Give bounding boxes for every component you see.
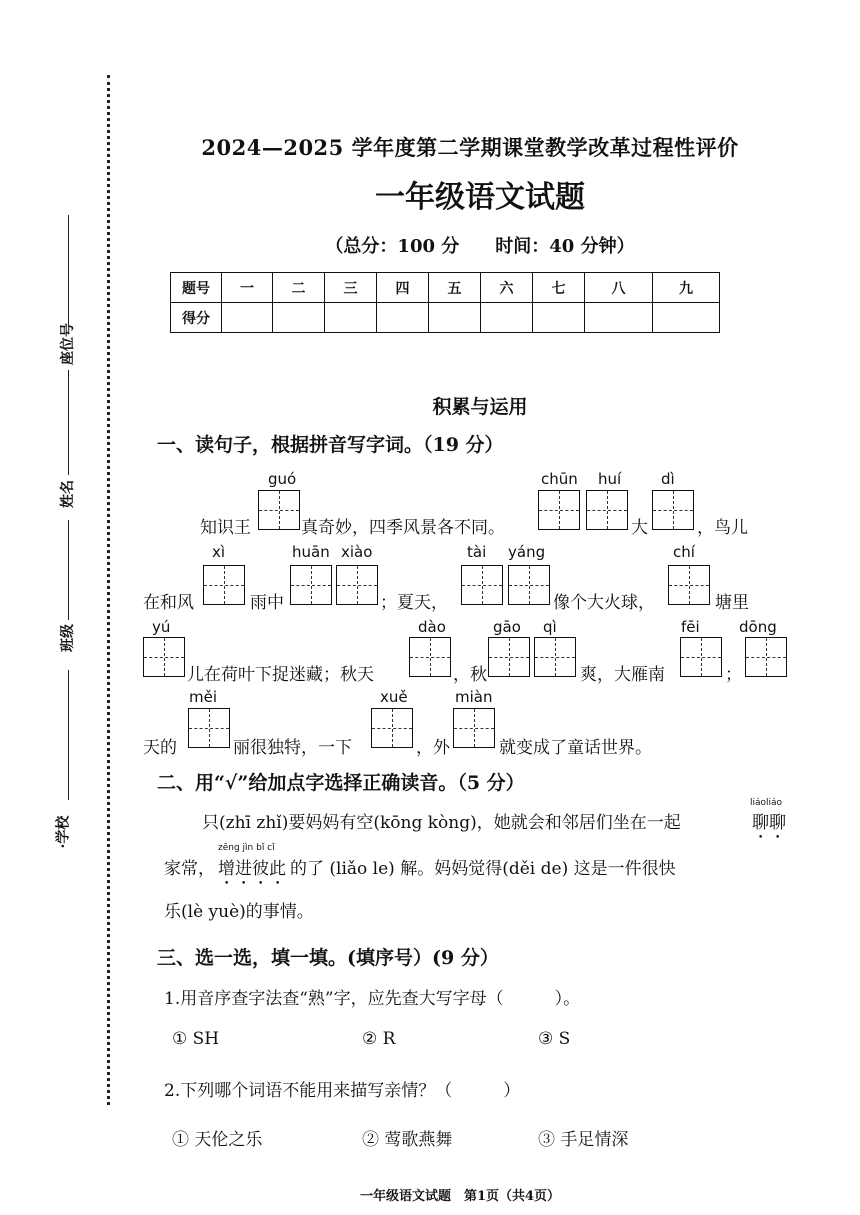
writing-box[interactable]: [652, 490, 694, 530]
writing-box[interactable]: [336, 565, 378, 605]
row-label: 题号: [171, 273, 222, 303]
subject-title: 一年级语文试题: [375, 180, 585, 215]
class-line: [68, 520, 69, 620]
q2-dotted-word: 聊聊: [752, 813, 786, 833]
writing-box[interactable]: [488, 637, 530, 677]
sentence-text: 儿在荷叶下捉迷藏；秋天: [187, 665, 374, 685]
q3-s1-option[interactable]: ① SH: [172, 1029, 220, 1049]
q3-s1-option[interactable]: ② R: [362, 1029, 396, 1049]
writing-box[interactable]: [258, 490, 300, 530]
pinyin: xì: [212, 543, 226, 561]
sentence-text: 塘里: [715, 593, 749, 613]
writing-box[interactable]: [143, 637, 185, 677]
score-cell[interactable]: [377, 303, 429, 333]
pinyin: huí: [598, 470, 622, 488]
writing-box[interactable]: [508, 565, 550, 605]
q2-line2a: 家常，: [164, 859, 215, 879]
col-header: 一: [222, 273, 273, 303]
exam-meta: （总分：100 分 时间：40 分钟）: [325, 236, 635, 257]
sentence-text: 就变成了童话世界。: [499, 738, 652, 758]
school-label: ·学校: [55, 815, 72, 849]
pinyin: chūn: [541, 470, 578, 488]
pinyin: liáoliáo: [750, 798, 783, 808]
score-table: [170, 272, 720, 333]
q3-s2-option[interactable]: ③ 手足情深: [538, 1130, 629, 1150]
sentence-text: 爽，大雁南: [580, 665, 665, 685]
pinyin: dì: [661, 470, 675, 488]
class-label: 班级: [60, 624, 76, 652]
score-cell[interactable]: [533, 303, 585, 333]
exam-title: 2024—2025 学年度第二学期课堂教学改革过程性评价: [201, 135, 739, 160]
page-footer: 一年级语文试题 第1页（共4页）: [359, 1189, 561, 1204]
score-cell[interactable]: [273, 303, 325, 333]
q3-s1-option[interactable]: ③ S: [538, 1029, 571, 1049]
sentence-text: 知识王: [200, 518, 251, 538]
seat-label: 座位号: [60, 323, 76, 365]
writing-box[interactable]: [668, 565, 710, 605]
q2-dotted-word: 增进彼此: [218, 859, 286, 879]
writing-box[interactable]: [745, 637, 787, 677]
q3-title: 三、选一选，填一填。(填序号）(9 分）: [157, 947, 499, 969]
sentence-text: ，外: [416, 738, 450, 758]
pinyin: měi: [189, 688, 218, 706]
writing-box[interactable]: [409, 637, 451, 677]
sentence-text: 像个大火球，: [553, 593, 655, 613]
col-header: 八: [585, 273, 653, 303]
q2-title: 二、用“√”给加点字选择正确读音。（5 分）: [157, 772, 525, 794]
sentence-text: 丽很独特，一下: [233, 738, 352, 758]
col-header: 九: [653, 273, 720, 303]
q3-s1: 1.用音序查字法查“熟”字，应先查大写字母（ ）。: [164, 989, 581, 1009]
writing-box[interactable]: [188, 708, 230, 748]
pinyin: xiào: [341, 543, 373, 561]
q2-line2c: 的了 (liǎo le) 解。妈妈觉得(děi de) 这是一件很快: [290, 859, 676, 879]
writing-box[interactable]: [461, 565, 503, 605]
col-header: 六: [481, 273, 533, 303]
writing-box[interactable]: [453, 708, 495, 748]
school-line: [68, 670, 69, 800]
pinyin: gāo: [493, 618, 521, 636]
col-header: 五: [429, 273, 481, 303]
score-cell[interactable]: [481, 303, 533, 333]
writing-box[interactable]: [538, 490, 580, 530]
q3-s2-option[interactable]: ② 莺歌燕舞: [362, 1130, 453, 1150]
pinyin: dōng: [739, 618, 777, 636]
sentence-text: 大: [631, 518, 648, 538]
col-header: 二: [273, 273, 325, 303]
sentence-text: ，鸟儿: [697, 518, 748, 538]
writing-box[interactable]: [290, 565, 332, 605]
writing-box[interactable]: [203, 565, 245, 605]
sentence-text: 天的: [143, 738, 177, 758]
section-title: 积累与运用: [432, 396, 528, 418]
q2-line3: 乐(lè yuè)的事情。: [164, 902, 314, 922]
pinyin: dào: [418, 618, 446, 636]
pinyin: miàn: [455, 688, 493, 706]
writing-box[interactable]: [680, 637, 722, 677]
pinyin: chí: [673, 543, 695, 561]
name-label: 姓名: [60, 480, 76, 508]
writing-box[interactable]: [371, 708, 413, 748]
score-cell[interactable]: [653, 303, 720, 333]
table-row: [171, 273, 720, 303]
col-header: 七: [533, 273, 585, 303]
q1-title: 一、读句子，根据拼音写字词。（19 分）: [157, 434, 504, 456]
pinyin: qì: [543, 618, 557, 636]
col-header: 三: [325, 273, 377, 303]
pinyin: zēng jìn bǐ cǐ: [218, 843, 275, 853]
pinyin: fēi: [681, 618, 700, 636]
q2-line1: 只(zhī zhǐ)要妈妈有空(kōng kòng)，她就会和邻居们坐在一起: [202, 813, 681, 833]
pinyin: huān: [292, 543, 330, 561]
score-cell[interactable]: [222, 303, 273, 333]
binding-dotted-line: [107, 75, 110, 1105]
sentence-text: ，秋: [453, 665, 487, 685]
name-line: [68, 370, 69, 475]
score-cell[interactable]: [585, 303, 653, 333]
score-cell[interactable]: [429, 303, 481, 333]
score-cell[interactable]: [325, 303, 377, 333]
pinyin: xuě: [380, 688, 408, 706]
pinyin: yáng: [508, 543, 546, 561]
pinyin: tài: [467, 543, 487, 561]
sentence-text: ；夏天，: [380, 593, 448, 613]
row-label: 得分: [171, 303, 222, 333]
writing-box[interactable]: [586, 490, 628, 530]
table-row: [171, 303, 720, 333]
q3-s2: 2.下列哪个词语不能用来描写亲情？（ ）: [164, 1081, 521, 1101]
pinyin: guó: [268, 470, 297, 488]
writing-box[interactable]: [534, 637, 576, 677]
sentence-text: 真奇妙，四季风景各不同。: [301, 518, 505, 538]
col-header: 四: [377, 273, 429, 303]
sentence-text: 在和风: [143, 593, 194, 613]
sentence-text: 雨中: [250, 593, 284, 613]
pinyin: yú: [152, 618, 171, 636]
sentence-text: ；: [725, 665, 742, 685]
q3-s2-option[interactable]: ① 天伦之乐: [172, 1130, 263, 1150]
